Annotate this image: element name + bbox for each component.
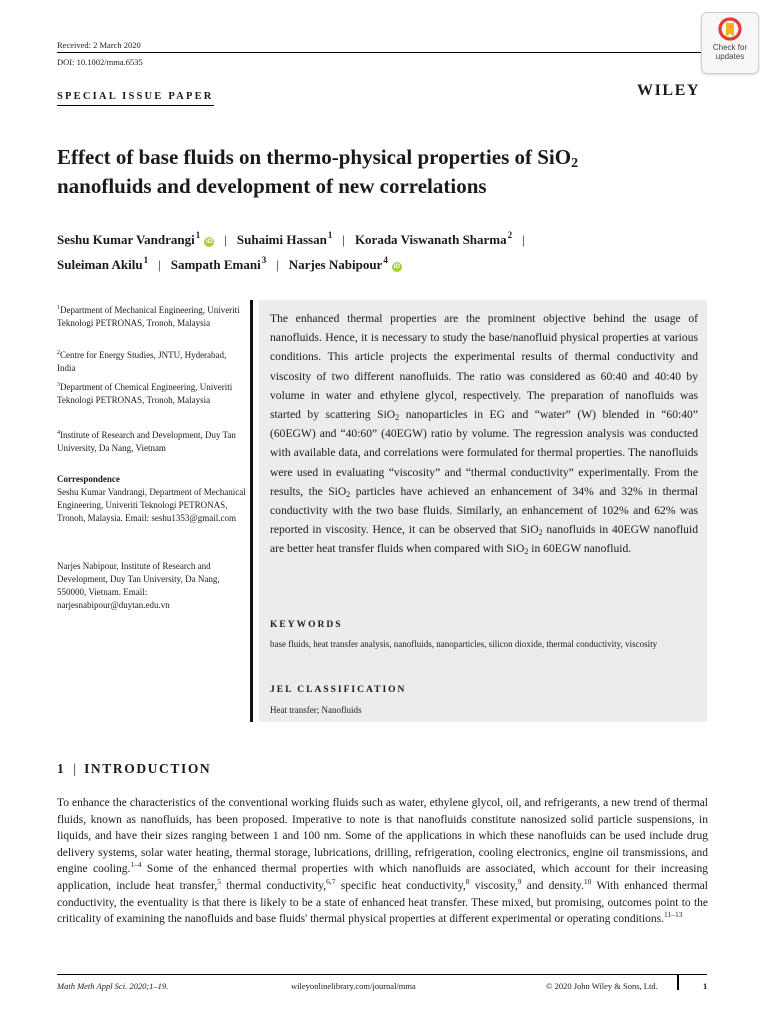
body-text: thermal conductivity,	[220, 879, 327, 892]
abstract-rule	[250, 300, 253, 722]
citation[interactable]: 9	[517, 876, 522, 886]
author-affiliation-number: 4	[383, 255, 388, 265]
author-name[interactable]: Suhaimi Hassan	[236, 232, 327, 247]
subscript: 2	[538, 528, 543, 538]
affiliation-1	[57, 304, 247, 330]
abstract-part: nanofluids in 40EGW nanofluid are better heat transfer fluids when compared with SiO	[270, 523, 698, 556]
section-separator: |	[73, 761, 77, 776]
body-text: specific heat conductivity,	[335, 879, 466, 892]
jel-heading: JEL CLASSIFICATION	[270, 685, 407, 695]
author-separator: |	[224, 232, 227, 247]
affiliation-4	[57, 429, 247, 455]
affiliation-number: 4	[57, 430, 60, 436]
check-for-label: Check for	[712, 43, 748, 52]
section-title: INTRODUCTION	[84, 761, 212, 776]
subscript: 2	[524, 547, 529, 557]
correspondence	[57, 473, 247, 525]
author-affiliation-number: 2	[507, 230, 513, 240]
article-title	[57, 143, 717, 201]
title-line2: nanofluids and development of new correlations	[57, 174, 487, 198]
updates-label: updates	[715, 51, 745, 61]
affiliation-3	[57, 381, 247, 407]
affiliation-number: 2	[57, 350, 60, 356]
abstract-part: particles have achieved an enhancement of 34% and 32% in thermal conductivity with the two base fluids. Similarly, an enhancement of 102% and 62% was reported in viscosity. Hence, it can be observed that SiO	[270, 484, 698, 537]
page-number: 1	[703, 981, 708, 991]
subscript: 2	[395, 413, 400, 423]
introduction-paragraph	[57, 795, 708, 928]
journal-url[interactable]: wileyonlinelibrary.com/journal/mma	[291, 981, 416, 991]
section-number: 1	[57, 761, 66, 776]
check-for-updates-button[interactable]	[701, 12, 759, 74]
affiliation-text: Centre for Energy Studies, JNTU, Hyderabad, India	[57, 350, 227, 373]
received-date: Received: 2 March 2020	[57, 40, 141, 50]
body-text: and density.	[521, 879, 584, 892]
correspondence-entry-2: Narjes Nabipour, Institute of Research and Development, Duy Tan University, Da Nang, 550000, Vietnam. Email: narjesnabipour@duytan.edu.vn	[57, 561, 220, 610]
author-separator: |	[522, 232, 525, 247]
author-list	[57, 227, 717, 277]
body-text: To enhance the characteristics of the conventional working fluids such as water, ethylene glycol, oil, and refrigerants, a new trend of thermal fluids, known as nanofluids, has been proposed. Imperative to note is that nanofluids constitute nanosized solid particle suspensions, in liquids, and have their sizes ranging between 1 and 100 nm. Some of the applications in which these nanofluids can be used include drug delivery systems, solar water heating, thermal storage, lubrications, drilling, refrigeration, cooling electronics, engine oil transmissions, and engine cooling.	[57, 797, 708, 876]
affiliation-2	[57, 349, 247, 375]
orcid-icon[interactable]: iD	[393, 263, 401, 270]
title-line1: Effect of base fluids on thermo-physical properties of SiO	[57, 145, 572, 169]
citation[interactable]: 11–13	[664, 910, 683, 920]
correspondence-heading: Correspondence	[57, 474, 120, 484]
subscript: 2	[346, 489, 351, 499]
affiliation-text: Department of Chemical Engineering, Univeriti Teknologi PETRONAS, Tronoh, Malaysia	[57, 382, 233, 405]
keywords-text: base fluids, heat transfer analysis, nanofluids, nanoparticles, silicon dioxide, thermal conductivity, viscosity	[270, 639, 658, 649]
affiliation-text: Department of Mechanical Engineering, Univeriti Teknologi PETRONAS, Tronoh, Malaysia	[57, 305, 240, 328]
author-affiliation-number: 1	[327, 230, 333, 240]
affiliation-text: Institute of Research and Development, Duy Tan University, Da Nang, Vietnam	[57, 430, 236, 453]
abstract-text	[270, 309, 698, 559]
citation[interactable]: 6,7	[326, 876, 336, 886]
title-subscript: 2	[571, 156, 579, 171]
copyright: © 2020 John Wiley & Sons, Ltd.	[546, 981, 658, 991]
orcid-icon[interactable]: iD	[206, 238, 213, 245]
citation[interactable]: 1–4	[130, 860, 142, 870]
section-heading	[57, 761, 211, 777]
abstract-part: in 60EGW nanofluid.	[528, 542, 632, 556]
doi[interactable]: DOI: 10.1002/mma.6535	[57, 57, 143, 67]
abstract-part: The enhanced thermal properties are the prominent objective behind the usage of nanofluids. Hence, it is necessary to study the base/nanofluid physical properties at various conditions. This article projects the experimental results of thermal conductivity and viscosity of two different nanofluids. The ratio was considered as 60:40 and 40:40 by volume in water and ethylene glycol, respectively. The preparation of nanofluids was started by scattering SiO	[270, 312, 698, 422]
header-rule	[57, 52, 707, 53]
author-name[interactable]: Sampath Emani	[170, 257, 261, 272]
citation[interactable]: 8	[465, 876, 470, 886]
author-name[interactable]: Korada Viswanath Sharma	[354, 232, 507, 247]
author-name[interactable]: Suleiman Akilu	[57, 257, 143, 272]
abstract-part: nanoparticles in EG and “water” (W) blended in “60:40” (60EGW) and “40:60” (40EGW) ratio by volume. The regression analysis was conducted with available data, and correlations were formulated for thermal properties. The nanofluids were used in evaluating “viscosity” and “thermal conductivity” experimentally. From the results, the SiO	[270, 408, 698, 498]
affiliation-number: 3	[57, 382, 60, 388]
body-text: With enhanced thermal conductivity, the eventuality is that there is likely to be a state of enhanced heat transfer. These mixed, but promising, outcomes point to the criticality of examining the nanofluids and base fluids' thermal physical properties at different experimental or operating conditions.	[57, 879, 708, 926]
affiliation-number: 1	[57, 305, 60, 311]
citation[interactable]: 5	[217, 876, 221, 886]
footer-rule	[57, 974, 707, 975]
keywords-heading: KEYWORDS	[270, 620, 343, 630]
correspondence-entry: Seshu Kumar Vandrangi, Department of Mechanical Engineering, Univeriti Teknologi PETRONAS, Tronoh, Malaysia. Email: seshu1353@gmail.com	[57, 487, 246, 523]
author-name[interactable]: Seshu Kumar Vandrangi	[57, 232, 195, 247]
author-separator: |	[158, 257, 161, 272]
footer-divider	[677, 974, 679, 990]
author-affiliation-number: 1	[143, 255, 149, 265]
bookmark-ring-icon	[718, 17, 742, 43]
body-text: viscosity,	[469, 879, 518, 892]
body-text: Some of the enhanced thermal properties with which nanofluids are associated, which account for their increasing application, include heat transfer,	[57, 863, 708, 892]
author-name[interactable]: Narjes Nabipour	[288, 257, 383, 272]
author-affiliation-number: 3	[261, 255, 267, 265]
author-separator: |	[276, 257, 279, 272]
article-type: SPECIAL ISSUE PAPER	[57, 91, 214, 106]
citation[interactable]: 10	[583, 876, 592, 886]
author-affiliation-number: 1	[195, 230, 201, 240]
journal-citation: Math Meth Appl Sci. 2020;1–19.	[57, 981, 169, 991]
publisher-logo: WILEY	[637, 82, 701, 99]
jel-text: Heat transfer; Nanofluids	[270, 705, 362, 715]
author-separator: |	[342, 232, 345, 247]
